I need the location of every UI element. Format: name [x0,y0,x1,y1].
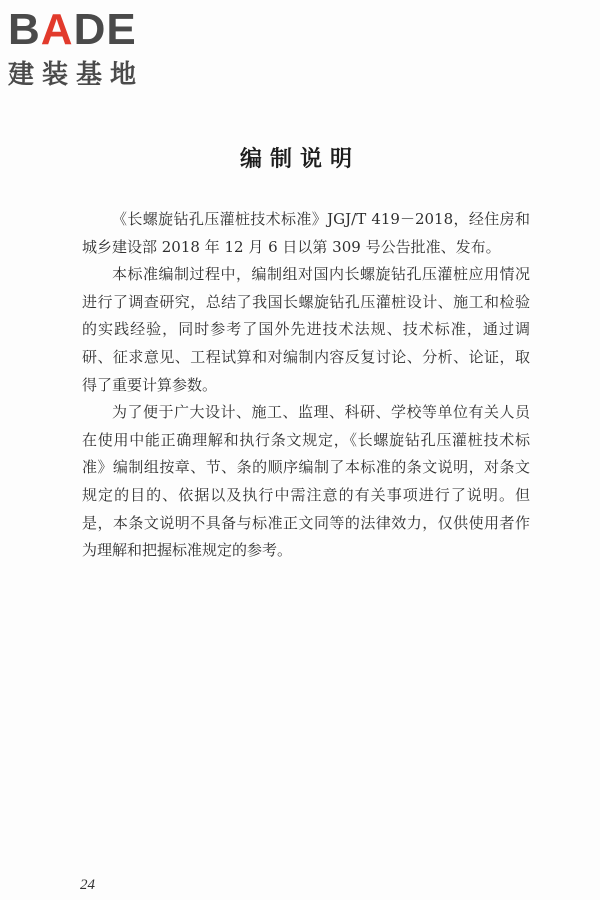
document-body [82,206,530,565]
paragraph-2: 本标准编制过程中，编制组对国内长螺旋钻孔压灌桩应用情况进行了调查研究，总结了我国长螺旋钻孔压灌桩设计、施工和检验的实践经验，同时参考了国外先进技术法规、技术标准，通过调研、征求意见、工程试算和对编制内容反复讨论、分析、论证，取得了重要计算参数。 [82,265,530,394]
page-number: 24 [80,877,95,893]
logo-wordmark [8,4,178,56]
bade-logo [8,4,178,92]
page-title: 编制说明 [239,147,360,172]
paragraph-1: 《长螺旋钻孔压灌桩技术标准》JGJ/T 419－2018，经住房和城乡建设部 2018 年 12 月 6 日以第 309 号公告批准、发布。 [82,210,530,256]
logo-letter-b: B [8,5,41,54]
logo-letter-a-accent: A [40,5,74,54]
logo-subtitle: 建装基地 [8,60,145,90]
paragraph-3: 为了便于广大设计、施工、监理、科研、学校等单位有关人员在使用中能正确理解和执行条文规定，《长螺旋钻孔压灌桩技术标准》编制组按章、节、条的顺序编制了本标准的条文说明，对条文规定的目的、依据以及执行中需注意的有关事项进行了说明。但是，本条文说明不具备与标准正文同等的法律效力，仅供使用者作为理解和把握标准规定的参考。 [82,403,530,560]
logo-letters-de: DE [73,5,137,54]
